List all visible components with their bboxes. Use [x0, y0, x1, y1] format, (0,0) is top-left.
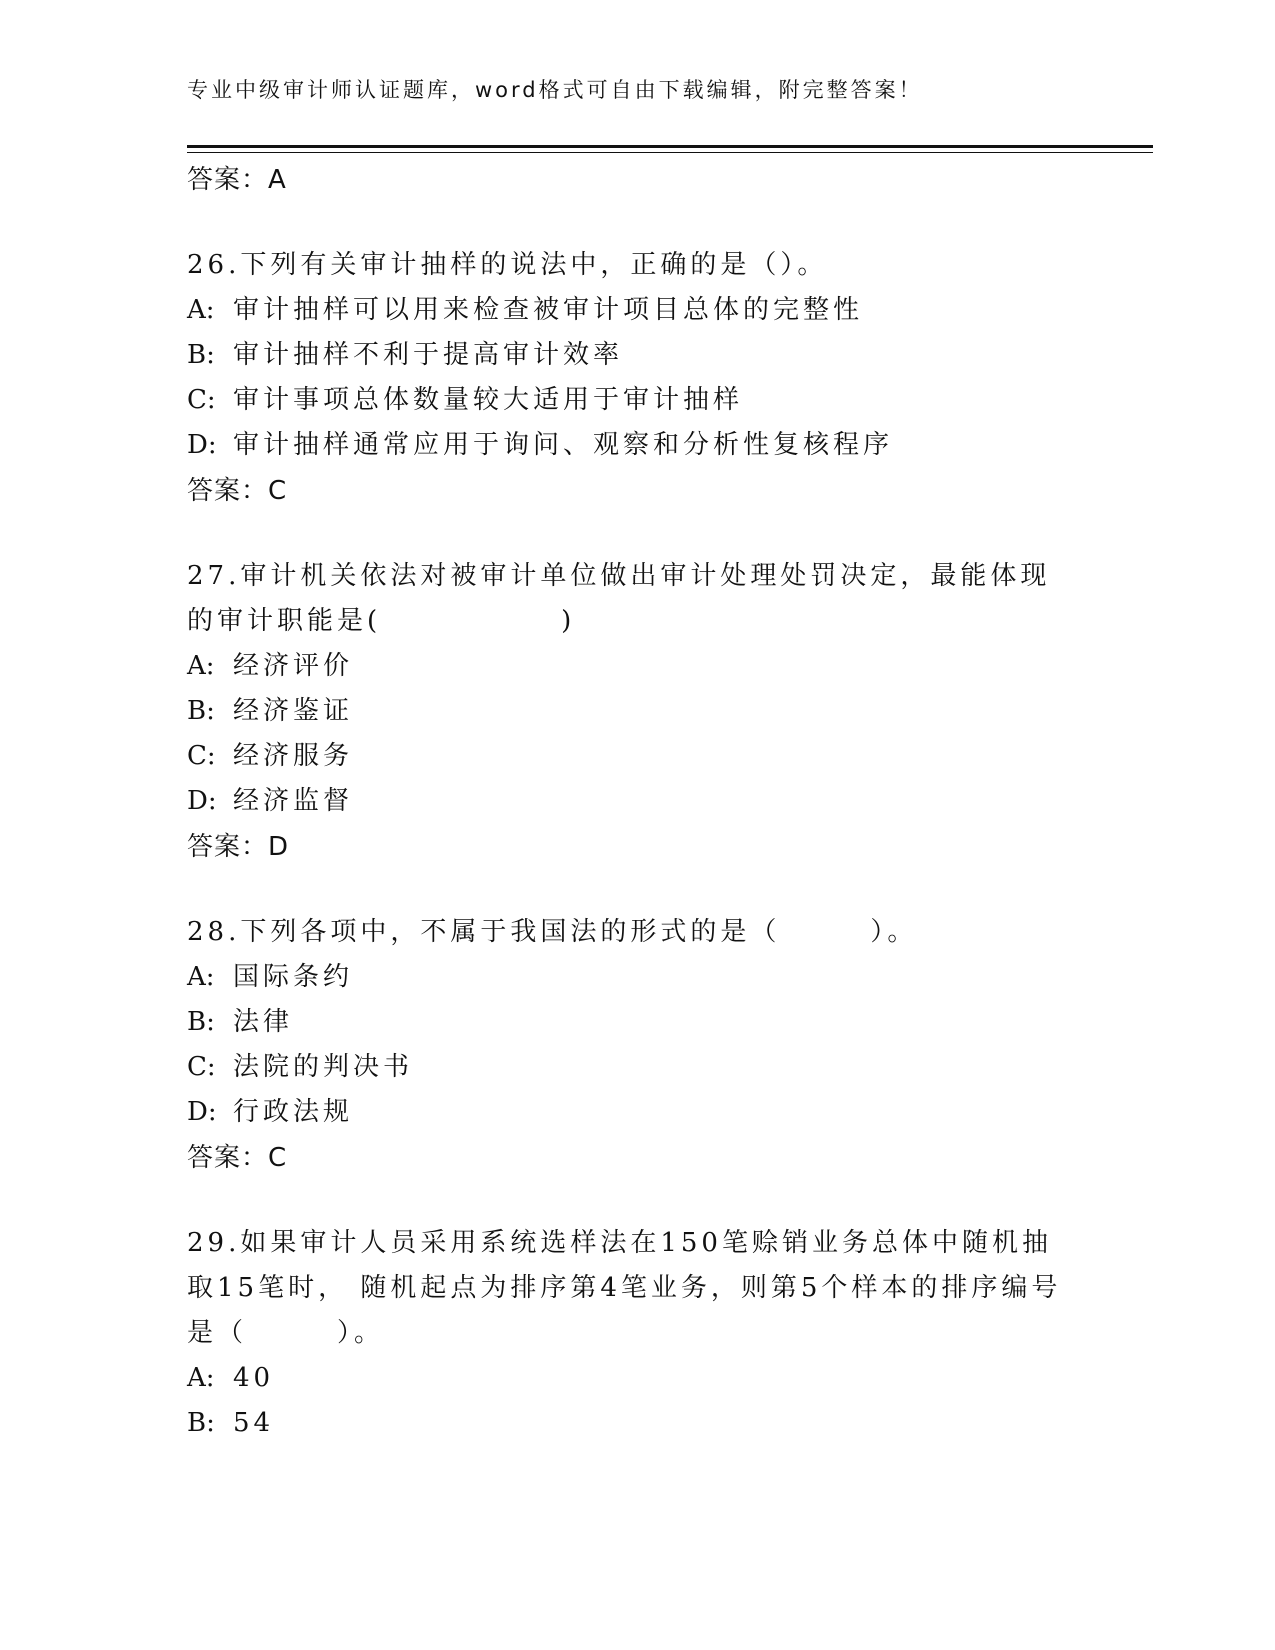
question-stem: 28.下列各项中，不属于我国法的形式的是（ ）。: [187, 917, 918, 947]
option-letter: D:: [187, 786, 217, 816]
option-a: [187, 644, 1087, 689]
option-d: [187, 1090, 1087, 1135]
option-letter: A:: [187, 962, 215, 992]
option-letter: C:: [187, 385, 216, 415]
option-text: 审计抽样通常应用于询问、观察和分析性复核程序: [233, 430, 894, 460]
option-text: 审计事项总体数量较大适用于审计抽样: [233, 385, 744, 415]
answer-line: 答案：C: [187, 476, 288, 506]
option-letter: B:: [187, 340, 215, 370]
header-rule-thin: [187, 152, 1153, 153]
question-27: [187, 554, 1087, 870]
option-text: 审计抽样不利于提高审计效率: [233, 340, 624, 370]
option-letter: A:: [187, 651, 215, 681]
option-d: [187, 779, 1087, 824]
document-content: [187, 157, 1087, 1446]
option-b: [187, 1401, 1087, 1446]
option-letter: B:: [187, 1007, 215, 1037]
header-rule-thick: [187, 145, 1153, 148]
option-text: 法院的判决书: [233, 1052, 414, 1082]
option-d: [187, 423, 1087, 468]
option-letter: C:: [187, 741, 216, 771]
option-text: 经济鉴证: [233, 696, 354, 726]
option-text: 行政法规: [233, 1097, 354, 1127]
answer-line: 答案：C: [187, 1143, 288, 1173]
option-text: 法律: [233, 1007, 294, 1037]
option-c: [187, 378, 1087, 423]
option-text: 经济监督: [233, 786, 354, 816]
answer-line: 答案：D: [187, 832, 290, 862]
question-26: [187, 243, 1087, 514]
question-28: [187, 910, 1087, 1181]
page-header: 专业中级审计师认证题库，word格式可自由下载编辑，附完整答案！: [187, 78, 923, 102]
previous-answer: 答案：A: [187, 165, 287, 195]
option-letter: D:: [187, 430, 217, 460]
option-b: [187, 689, 1087, 734]
option-a: [187, 955, 1087, 1000]
option-text: 国际条约: [233, 962, 354, 992]
option-a: [187, 288, 1087, 333]
question-stem: 29.如果审计人员采用系统选样法在150笔赊销业务总体中随机抽取15笔时， 随机起点为排序第4笔业务，则第5个样本的排序编号是（ ）。: [187, 1228, 1062, 1348]
option-b: [187, 1000, 1087, 1045]
option-c: [187, 734, 1087, 779]
question-29: [187, 1221, 1087, 1446]
option-a: [187, 1356, 1087, 1401]
option-letter: C:: [187, 1052, 216, 1082]
option-letter: A:: [187, 295, 215, 325]
option-c: [187, 1045, 1087, 1090]
option-text: 审计抽样可以用来检查被审计项目总体的完整性: [233, 295, 864, 325]
question-stem: 27.审计机关依法对被审计单位做出审计处理处罚决定，最能体现的审计职能是( ): [187, 561, 1051, 636]
option-text: 40: [233, 1363, 275, 1393]
option-letter: A:: [187, 1363, 215, 1393]
option-text: 经济评价: [233, 651, 354, 681]
option-b: [187, 333, 1087, 378]
question-stem: 26.下列有关审计抽样的说法中，正确的是（）。: [187, 250, 828, 280]
option-letter: B:: [187, 1408, 215, 1438]
option-letter: B:: [187, 696, 215, 726]
option-letter: D:: [187, 1097, 217, 1127]
option-text: 54: [233, 1408, 275, 1438]
option-text: 经济服务: [233, 741, 354, 771]
